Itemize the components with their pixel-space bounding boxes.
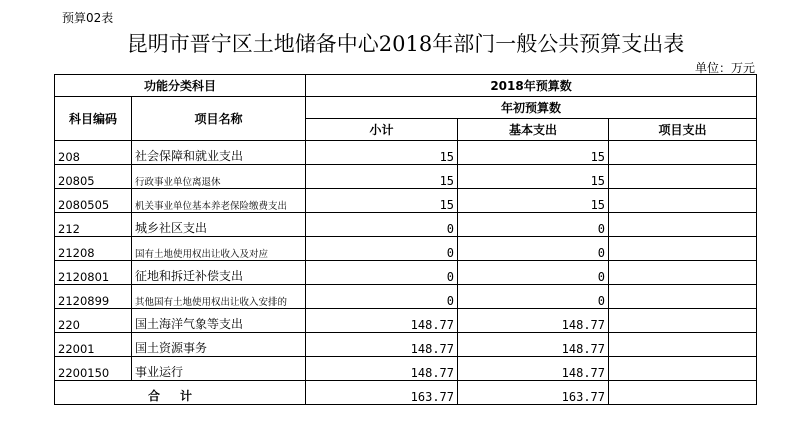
row-name: 机关事业单位基本养老保险缴费支出 [132, 189, 306, 213]
row-subtotal: 148.77 [306, 309, 458, 333]
total-row [55, 381, 757, 405]
row-basic: 0 [458, 285, 609, 309]
row-project [609, 213, 757, 237]
row-code: 2200150 [55, 357, 132, 381]
header-initial-budget: 年初预算数 [306, 97, 757, 119]
row-project [609, 189, 757, 213]
row-name: 国有土地使用权出让收入及对应 [132, 237, 306, 261]
row-subtotal: 0 [306, 261, 458, 285]
row-basic: 0 [458, 213, 609, 237]
row-project [609, 357, 757, 381]
header-code: 科目编码 [55, 97, 132, 141]
row-code: 2120899 [55, 285, 132, 309]
table-row [55, 333, 757, 357]
row-code: 21208 [55, 237, 132, 261]
row-subtotal: 148.77 [306, 333, 458, 357]
unit-label: 单位：万元 [694, 61, 755, 75]
header-budget-2018: 2018年预算数 [306, 75, 757, 97]
budget-table [54, 74, 757, 405]
header-func-class: 功能分类科目 [55, 75, 306, 97]
header-subtotal: 小计 [306, 119, 458, 141]
table-row [55, 309, 757, 333]
row-basic: 0 [458, 261, 609, 285]
form-number: 预算02表 [62, 11, 114, 25]
total-basic: 163.77 [458, 381, 609, 405]
header-name: 项目名称 [132, 97, 306, 141]
page-title: 昆明市晋宁区土地储备中心2018年部门一般公共预算支出表 [126, 32, 685, 56]
row-project [609, 237, 757, 261]
table-row [55, 213, 757, 237]
row-subtotal: 0 [306, 285, 458, 309]
header-row-1 [55, 75, 757, 97]
row-subtotal: 148.77 [306, 357, 458, 381]
row-code: 2080505 [55, 189, 132, 213]
row-name: 城乡社区支出 [132, 213, 306, 237]
row-name: 征地和拆迁补偿支出 [132, 261, 306, 285]
row-project [609, 333, 757, 357]
header-project: 项目支出 [609, 119, 757, 141]
row-subtotal: 15 [306, 165, 458, 189]
row-basic: 15 [458, 141, 609, 165]
row-project [609, 285, 757, 309]
row-subtotal: 0 [306, 237, 458, 261]
header-row-2 [55, 97, 757, 119]
row-project [609, 165, 757, 189]
table-row [55, 261, 757, 285]
row-code: 208 [55, 141, 132, 165]
row-subtotal: 15 [306, 141, 458, 165]
row-name: 事业运行 [132, 357, 306, 381]
row-basic: 0 [458, 237, 609, 261]
table-row [55, 141, 757, 165]
row-code: 212 [55, 213, 132, 237]
row-subtotal: 15 [306, 189, 458, 213]
total-subtotal: 163.77 [306, 381, 458, 405]
row-code: 22001 [55, 333, 132, 357]
row-basic: 148.77 [458, 333, 609, 357]
row-project [609, 309, 757, 333]
row-basic: 148.77 [458, 309, 609, 333]
total-project [609, 381, 757, 405]
row-project [609, 261, 757, 285]
row-project [609, 141, 757, 165]
table-row [55, 357, 757, 381]
row-name: 国土海洋气象等支出 [132, 309, 306, 333]
row-basic: 148.77 [458, 357, 609, 381]
table-row [55, 237, 757, 261]
row-code: 2120801 [55, 261, 132, 285]
row-name: 国土资源事务 [132, 333, 306, 357]
header-basic: 基本支出 [458, 119, 609, 141]
row-code: 220 [55, 309, 132, 333]
row-basic: 15 [458, 189, 609, 213]
table-row [55, 189, 757, 213]
total-label: 合计 [55, 381, 306, 405]
row-basic: 15 [458, 165, 609, 189]
row-code: 20805 [55, 165, 132, 189]
table-row [55, 285, 757, 309]
table-row [55, 165, 757, 189]
row-subtotal: 0 [306, 213, 458, 237]
row-name: 社会保障和就业支出 [132, 141, 306, 165]
row-name: 行政事业单位离退休 [132, 165, 306, 189]
row-name: 其他国有土地使用权出让收入安排的 [132, 285, 306, 309]
